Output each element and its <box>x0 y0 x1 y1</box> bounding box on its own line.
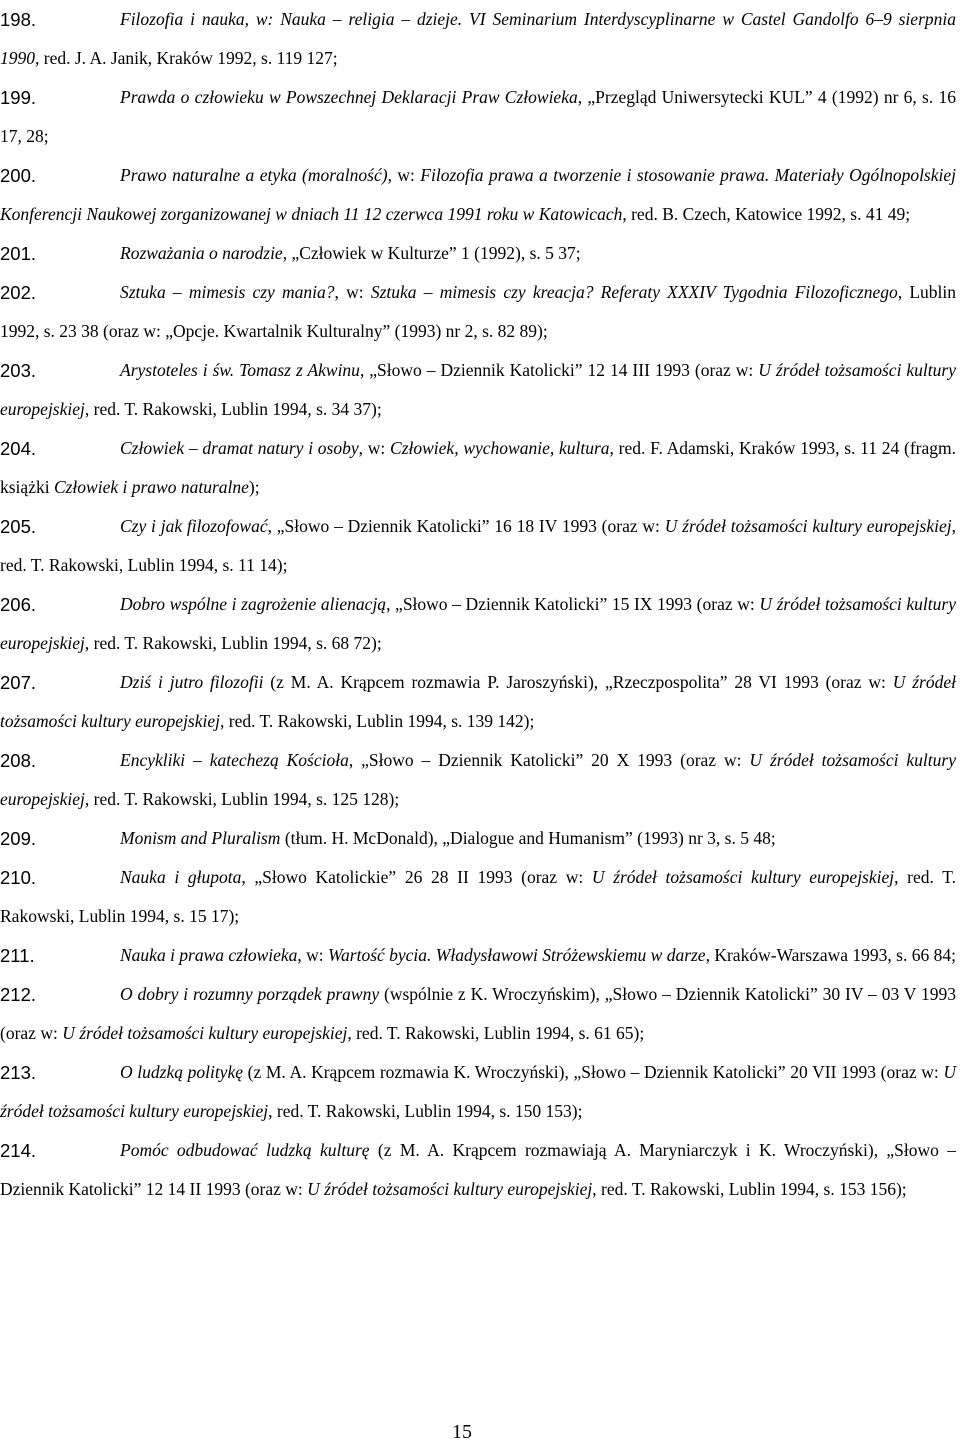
entry-text <box>0 819 960 858</box>
page-number: 15 <box>452 1421 472 1443</box>
entry-text <box>0 1131 960 1209</box>
entry-text <box>0 858 960 936</box>
entry-title-italic: Rozważania o narodzie <box>120 243 283 263</box>
entry-title-italic: Sztuka – mimesis czy kreacja? Referaty XXXIV Tygodnia Filozoficznego <box>370 282 898 302</box>
bibliography-entry: 200. Prawo naturalne a etyka (moralność), w: Filozofia prawa a tworzenie i stosowanie prawa. Materiały Ogólnopolskiej Konferencji Naukowej zorganizowanej w dniach 11 12 czerwca 1991 roku w Katowicach, red. B. Czech, Katowice 1992, s. 41 49; <box>0 156 960 234</box>
bibliography-entry: 212. O dobry i rozumny porządek prawny (wspólnie z K. Wroczyńskim), „Słowo – Dziennik Katolicki” 30 IV – 03 V 1993 (oraz w: U źródeł tożsamości kultury europejskiej, red. T. Rakowski, Lublin 1994, s. 61 65); <box>0 975 960 1053</box>
entry-citation: , red. T. Rakowski, Lublin 1994, s. 15 17); <box>0 867 956 926</box>
entry-title-italic: Nauka i głupota <box>120 867 242 887</box>
entry-title-italic: U źródeł tożsamości kultury europejskiej <box>0 750 956 809</box>
entry-title-italic: U źródeł tożsamości kultury europejskiej <box>0 360 956 419</box>
entry-citation: , w: <box>358 438 391 458</box>
entry-text <box>0 156 960 234</box>
entry-citation: , Lublin 1992, s. 23 38 (oraz w: „Opcje. Kwartalnik Kulturalny” (1993) nr 2, s. 82 89); <box>0 282 957 341</box>
entry-citation: (z M. A. Krąpcem rozmawia K. Wroczyński), „Słowo – Dziennik Katolicki” 20 VII 1993 (oraz w: <box>242 1062 944 1082</box>
entry-title-italic: Prawda o człowieku w Powszechnej Deklaracji Praw Człowieka <box>120 87 578 107</box>
entry-citation: , „Przegląd Uniwersytecki KUL” 4 (1992) nr 6, s. 16 17, 28; <box>0 87 956 146</box>
entry-text <box>0 429 960 507</box>
entry-title-italic: Filozofia prawa a tworzenie i stosowanie prawa. Materiały Ogólnopolskiej Konferencji Naukowej zorganizowanej w dniach 11 12 czerwca 1991 roku w Katowicach <box>0 165 956 224</box>
entry-citation: (z M. A. Krąpcem rozmawia P. Jaroszyński), „Rzeczpospolita” 28 VI 1993 (oraz w: <box>263 672 893 692</box>
entry-title-italic: O dobry i rozumny porządek prawny <box>120 984 380 1004</box>
entry-citation: , „Człowiek w Kulturze” 1 (1992), s. 5 37; <box>282 243 581 263</box>
bibliography-entry: 198. Filozofia i nauka, w: Nauka – religia – dzieje. VI Seminarium Interdyscyplinarne w Castel Gandolfo 6–9 sierpnia 1990, red. J. A. Janik, Kraków 1992, s. 119 127; <box>0 0 960 78</box>
entry-citation: , red. T. Rakowski, Lublin 1994, s. 153 156); <box>592 1179 907 1199</box>
bibliography-entry: 213. O ludzką politykę (z M. A. Krąpcem rozmawia K. Wroczyński), „Słowo – Dziennik Katolicki” 20 VII 1993 (oraz w: U źródeł tożsamości kultury europejskiej, red. T. Rakowski, Lublin 1994, s. 150 153); <box>0 1053 960 1131</box>
entry-citation: , „Słowo Katolickie” 26 28 II 1993 (oraz w: <box>241 867 592 887</box>
bibliography-entry: 202. Sztuka – mimesis czy mania?, w: Sztuka – mimesis czy kreacja? Referaty XXXIV Tygodnia Filozoficznego, Lublin 1992, s. 23 38 (oraz w: „Opcje. Kwartalnik Kulturalny” (1993) nr 2, s. 82 89); <box>0 273 960 351</box>
entry-title-italic: Człowiek – dramat natury i osoby <box>120 438 359 458</box>
bibliography-entry: 208. Encykliki – katechezą Kościoła, „Słowo – Dziennik Katolicki” 20 X 1993 (oraz w: U źródeł tożsamości kultury europejskiej, red. T. Rakowski, Lublin 1994, s. 125 128); <box>0 741 960 819</box>
entry-text <box>0 975 960 1053</box>
entry-text <box>0 234 960 273</box>
entry-citation: , Kraków-Warszawa 1993, s. 66 84; <box>705 945 956 965</box>
entry-title-italic: U źródeł tożsamości kultury europejskiej <box>0 672 956 731</box>
entry-title-italic: Nauka i prawa człowieka <box>120 945 298 965</box>
entry-text <box>0 78 960 156</box>
entry-title-italic: Prawo naturalne a etyka (moralność) <box>120 165 388 185</box>
entry-citation: , red. T. Rakowski, Lublin 1994, s. 150 153); <box>268 1101 583 1121</box>
entry-citation: , „Słowo – Dziennik Katolicki” 20 X 1993 (oraz w: <box>348 750 750 770</box>
entry-title-italic: U źródeł tożsamości kultury europejskiej <box>0 594 956 653</box>
entry-title-italic: O ludzką politykę <box>120 1062 243 1082</box>
entry-title-italic: U źródeł tożsamości kultury europejskiej <box>307 1179 593 1199</box>
entry-text <box>0 507 960 585</box>
entry-title-italic: Dobro wspólne i zagrożenie alienacją <box>120 594 387 614</box>
entry-citation: , w: <box>387 165 421 185</box>
bibliography-entry: 205. Czy i jak filozofować, „Słowo – Dziennik Katolicki” 16 18 IV 1993 (oraz w: U źródeł tożsamości kultury europejskiej, red. T. Rakowski, Lublin 1994, s. 11 14); <box>0 507 960 585</box>
bibliography-entry: 210. Nauka i głupota, „Słowo Katolickie” 26 28 II 1993 (oraz w: U źródeł tożsamości kultury europejskiej, red. T. Rakowski, Lublin 1994, s. 15 17); <box>0 858 960 936</box>
bibliography-entry: 211. Nauka i prawa człowieka, w: Wartość bycia. Władysławowi Stróżewskiemu w darze, Kraków-Warszawa 1993, s. 66 84; <box>0 936 960 975</box>
entry-citation: , w: <box>334 282 371 302</box>
bibliography-entry: 214. Pomóc odbudować ludzką kulturę (z M. A. Krąpcem rozmawiają A. Maryniarczyk i K. Wroczyński), „Słowo – Dziennik Katolicki” 12 14 II 1993 (oraz w: U źródeł tożsamości kultury europejskiej, red. T. Rakowski, Lublin 1994, s. 153 156); <box>0 1131 960 1209</box>
entry-title-italic: Filozofia i nauka, w: Nauka – religia – dzieje. VI Seminarium Interdyscyplinarne w Castel Gandolfo 6–9 sierpnia 1990, <box>0 9 956 68</box>
entry-citation: , red. T. Rakowski, Lublin 1994, s. 34 37); <box>84 399 382 419</box>
entry-text <box>0 663 960 741</box>
entry-text <box>0 0 960 78</box>
bibliography-entry: 206. Dobro wspólne i zagrożenie alienacją, „Słowo – Dziennik Katolicki” 15 IX 1993 (oraz w: U źródeł tożsamości kultury europejskiej, red. T. Rakowski, Lublin 1994, s. 68 72); <box>0 585 960 663</box>
entry-citation: , w: <box>297 945 329 965</box>
entry-text <box>0 1053 960 1131</box>
entry-title-italic: Monism and Pluralism <box>120 828 281 848</box>
bibliography-entry: 203. Arystoteles i św. Tomasz z Akwinu, „Słowo – Dziennik Katolicki” 12 14 III 1993 (oraz w: U źródeł tożsamości kultury europejskiej, red. T. Rakowski, Lublin 1994, s. 34 37); <box>0 351 960 429</box>
entry-title-italic: Człowiek, wychowanie, kultura <box>390 438 610 458</box>
entry-citation: , red. T. Rakowski, Lublin 1994, s. 61 65); <box>347 1023 645 1043</box>
bibliography-entry: 201. Rozważania o narodzie, „Człowiek w Kulturze” 1 (1992), s. 5 37; <box>0 234 960 273</box>
entry-title-italic: U źródeł tożsamości kultury europejskiej <box>591 867 895 887</box>
entry-title-italic: Pomóc odbudować ludzką kulturę <box>120 1140 370 1160</box>
bibliography-entry: 199. Prawda o człowieku w Powszechnej Deklaracji Praw Człowieka, „Przegląd Uniwersytecki KUL” 4 (1992) nr 6, s. 16 17, 28; <box>0 78 960 156</box>
entry-title-italic: Arystoteles i św. Tomasz z Akwinu <box>120 360 360 380</box>
entry-citation: , „Słowo – Dziennik Katolicki” 15 IX 1993 (oraz w: <box>386 594 760 614</box>
entry-title-italic: Dziś i jutro filozofii <box>120 672 264 692</box>
entry-citation: red. J. A. Janik, Kraków 1992, s. 119 127; <box>43 48 338 68</box>
entry-citation: , red. T. Rakowski, Lublin 1994, s. 11 14); <box>0 516 956 575</box>
entry-citation: (z M. A. Krąpcem rozmawiają A. Maryniarczyk i K. Wroczyński), „Słowo – Dziennik Katolicki” 12 14 II 1993 (oraz w: <box>0 1140 956 1199</box>
entry-title-italic: Człowiek i prawo naturalne <box>53 477 249 497</box>
entry-title-italic: Czy i jak filozofować <box>120 516 268 536</box>
entry-text <box>0 741 960 819</box>
entry-title-italic: Wartość bycia. Władysławowi Stróżewskiemu w darze <box>328 945 706 965</box>
entry-title-italic: U źródeł tożsamości kultury europejskiej <box>0 1062 956 1121</box>
entry-citation: , „Słowo – Dziennik Katolicki” 16 18 IV 1993 (oraz w: <box>267 516 665 536</box>
entry-citation: , „Słowo – Dziennik Katolicki” 12 14 III 1993 (oraz w: <box>359 360 759 380</box>
entry-title-italic: U źródeł tożsamości kultury europejskiej <box>62 1023 348 1043</box>
entry-citation: (tłum. H. McDonald), „Dialogue and Humanism” (1993) nr 3, s. 5 48; <box>280 828 776 848</box>
entry-citation: , red. B. Czech, Katowice 1992, s. 41 49; <box>622 204 911 224</box>
entry-text <box>0 351 960 429</box>
entry-title-italic: Sztuka – mimesis czy mania? <box>120 282 335 302</box>
entry-title-italic: Encykliki – katechezą Kościoła <box>120 750 349 770</box>
entry-text <box>0 585 960 663</box>
entry-text <box>0 273 960 351</box>
entry-citation: , red. T. Rakowski, Lublin 1994, s. 68 72); <box>84 633 382 653</box>
entry-citation: , red. T. Rakowski, Lublin 1994, s. 139 142); <box>220 711 535 731</box>
entry-text <box>0 936 960 975</box>
entry-citation: (wspólnie z K. Wroczyńskim), „Słowo – Dziennik Katolicki” 30 IV – 03 V 1993 (oraz w: <box>0 984 957 1043</box>
entry-citation: , red. T. Rakowski, Lublin 1994, s. 125 128); <box>84 789 400 809</box>
bibliography-entry: 209. Monism and Pluralism (tłum. H. McDonald), „Dialogue and Humanism” (1993) nr 3, s. 5 48; <box>0 819 960 858</box>
entry-citation: , red. F. Adamski, Kraków 1993, s. 11 24 (fragm. książki <box>0 438 957 497</box>
entry-title-italic: U źródeł tożsamości kultury europejskiej <box>664 516 952 536</box>
bibliography-entry: 207. Dziś i jutro filozofii (z M. A. Krąpcem rozmawia P. Jaroszyński), „Rzeczpospolita” 28 VI 1993 (oraz w: U źródeł tożsamości kultury europejskiej, red. T. Rakowski, Lublin 1994, s. 139 142); <box>0 663 960 741</box>
bibliography-entry: 204. Człowiek – dramat natury i osoby, w: Człowiek, wychowanie, kultura, red. F. Adamski, Kraków 1993, s. 11 24 (fragm. książki Człowiek i prawo naturalne); <box>0 429 960 507</box>
entry-citation: ); <box>248 477 260 497</box>
